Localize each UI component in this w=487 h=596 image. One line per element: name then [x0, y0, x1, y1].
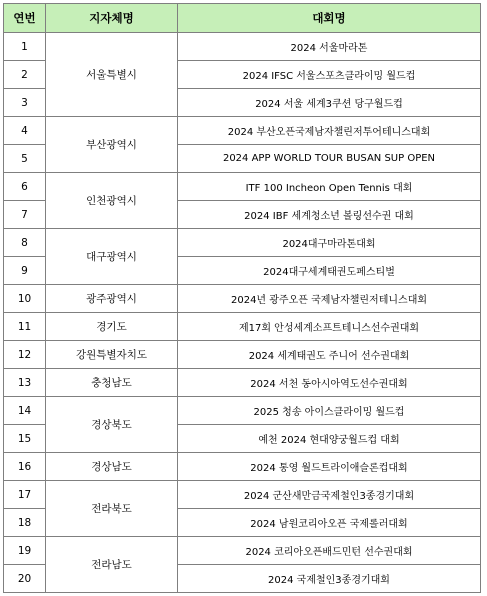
- region-name: 충청남도: [46, 369, 178, 397]
- event-name: 2024대구마라톤대회: [178, 229, 481, 257]
- event-name: 2024 코리아오픈배드민턴 선수권대회: [178, 537, 481, 565]
- row-number: 4: [4, 117, 46, 145]
- region-name: 인천광역시: [46, 173, 178, 229]
- event-name: 2024년 광주오픈 국제남자챌린저테니스대회: [178, 285, 481, 313]
- row-number: 15: [4, 425, 46, 453]
- region-name: 전라남도: [46, 537, 178, 593]
- region-name: 광주광역시: [46, 285, 178, 313]
- event-name: 2024 서울마라톤: [178, 33, 481, 61]
- row-number: 18: [4, 509, 46, 537]
- table-row: [4, 285, 481, 313]
- table-row: [4, 369, 481, 397]
- event-name: 2024 세계태권도 주니어 선수권대회: [178, 341, 481, 369]
- region-name: 서울특별시: [46, 33, 178, 117]
- region-name: 경상남도: [46, 453, 178, 481]
- region-name: 강원특별자치도: [46, 341, 178, 369]
- event-name: ITF 100 Incheon Open Tennis 대회: [178, 173, 481, 201]
- event-name: 2024 APP WORLD TOUR BUSAN SUP OPEN: [178, 145, 481, 173]
- row-number: 5: [4, 145, 46, 173]
- row-number: 7: [4, 201, 46, 229]
- event-name: 2025 청송 아이스클라이밍 월드컵: [178, 397, 481, 425]
- header-number: 연번: [4, 4, 46, 33]
- table-row: [4, 481, 481, 509]
- row-number: 13: [4, 369, 46, 397]
- event-name: 2024 부산오픈국제남자챌린저투어테니스대회: [178, 117, 481, 145]
- row-number: 6: [4, 173, 46, 201]
- row-number: 2: [4, 61, 46, 89]
- event-name: 2024 통영 월드트라이애슬론컵대회: [178, 453, 481, 481]
- row-number: 19: [4, 537, 46, 565]
- row-number: 14: [4, 397, 46, 425]
- events-table: [3, 3, 481, 593]
- region-name: 대구광역시: [46, 229, 178, 285]
- row-number: 9: [4, 257, 46, 285]
- region-name: 경기도: [46, 313, 178, 341]
- row-number: 17: [4, 481, 46, 509]
- table-row: [4, 173, 481, 201]
- table-row: [4, 397, 481, 425]
- table-body: [4, 33, 481, 593]
- header-region: 지자체명: [46, 4, 178, 33]
- table-row: [4, 537, 481, 565]
- row-number: 10: [4, 285, 46, 313]
- event-name: 2024 IFSC 서울스포츠클라이밍 월드컵: [178, 61, 481, 89]
- event-name: 2024 IBF 세계청소년 볼링선수권 대회: [178, 201, 481, 229]
- header-row: [4, 4, 481, 33]
- event-name: 2024 국제철인3종경기대회: [178, 565, 481, 593]
- header-event: 대회명: [178, 4, 481, 33]
- row-number: 16: [4, 453, 46, 481]
- region-name: 경상북도: [46, 397, 178, 453]
- table-row: [4, 341, 481, 369]
- row-number: 3: [4, 89, 46, 117]
- event-name: 2024 서천 동아시아역도선수권대회: [178, 369, 481, 397]
- table-row: [4, 117, 481, 145]
- row-number: 1: [4, 33, 46, 61]
- table-row: [4, 33, 481, 61]
- event-name: 2024 군산새만금국제철인3종경기대회: [178, 481, 481, 509]
- table-row: [4, 453, 481, 481]
- table-row: [4, 229, 481, 257]
- event-name: 제17회 안성세계소프트테니스선수권대회: [178, 313, 481, 341]
- event-name: 예천 2024 현대양궁월드컵 대회: [178, 425, 481, 453]
- row-number: 11: [4, 313, 46, 341]
- event-name: 2024대구세계태권도페스티벌: [178, 257, 481, 285]
- row-number: 20: [4, 565, 46, 593]
- row-number: 12: [4, 341, 46, 369]
- region-name: 부산광역시: [46, 117, 178, 173]
- row-number: 8: [4, 229, 46, 257]
- region-name: 전라북도: [46, 481, 178, 537]
- table-row: [4, 313, 481, 341]
- event-name: 2024 남원코리아오픈 국제롤러대회: [178, 509, 481, 537]
- event-name: 2024 서울 세계3쿠션 당구월드컵: [178, 89, 481, 117]
